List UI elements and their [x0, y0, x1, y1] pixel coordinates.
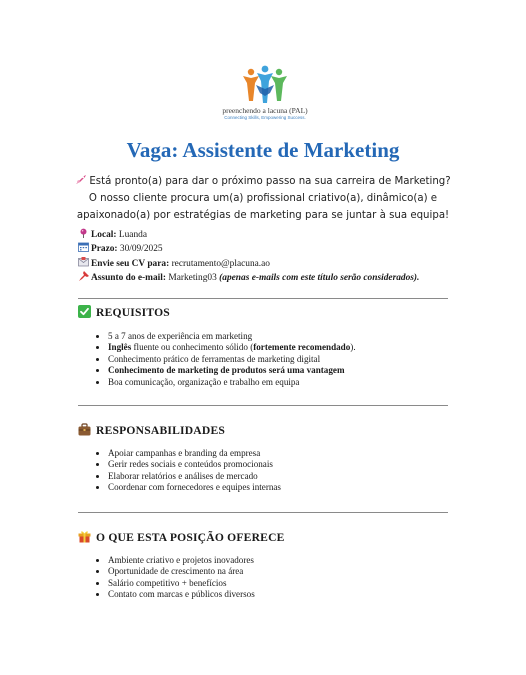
pin-icon — [78, 228, 89, 238]
list-item: • Apoiar campanhas e branding da empresa — [108, 448, 281, 459]
assunto-label: Assunto do e-mail: — [91, 272, 167, 283]
assunto-note: (apenas e-mails com este título serão considerados). — [219, 272, 420, 283]
logo-name: preenchendo a lacuna (PAL) — [222, 106, 308, 115]
intro-paragraph — [70, 173, 456, 224]
info-local — [78, 228, 419, 242]
oferece-title: O QUE ESTA POSIÇÃO OFERECE — [96, 531, 285, 544]
check-box-icon — [78, 305, 91, 318]
oferece-list — [94, 555, 255, 601]
requisitos-list — [94, 331, 356, 388]
gift-icon — [78, 530, 91, 543]
list-item — [108, 377, 356, 388]
divider — [78, 298, 448, 299]
list-item: • Salário competitivo + benefícios — [108, 578, 255, 589]
pal-logo-mark-icon — [237, 63, 293, 105]
list-item — [108, 342, 356, 353]
list-item-bold: Inglês — [108, 342, 132, 353]
list-item-text: Boa comunicação, organização e trabalho em equipa — [108, 376, 300, 387]
calendar-icon — [78, 242, 89, 252]
page-title: Vaga: Assistente de Marketing — [126, 138, 400, 162]
briefcase-icon — [78, 423, 91, 436]
divider — [78, 512, 448, 513]
prazo-label: Prazo: — [91, 244, 118, 255]
logo-tagline: Connecting Skills, Empowering Success. — [224, 115, 306, 120]
cv-email[interactable]: recrutamento@placuna.ao — [171, 258, 270, 269]
list-item-text: ). — [350, 342, 356, 353]
divider — [78, 405, 448, 406]
requisitos-title: REQUISITOS — [96, 306, 170, 319]
list-item: • Elaborar relatórios e análises de mercado — [108, 471, 281, 482]
info-prazo — [78, 242, 419, 256]
requisitos-heading — [78, 305, 170, 319]
list-item — [108, 365, 356, 376]
list-item — [108, 354, 356, 365]
list-item-text: 5 a 7 anos de experiência em marketing — [108, 331, 253, 341]
list-item-text: Conhecimento prático de ferramentas de marketing digital — [108, 353, 321, 364]
list-item: • Oportunidade de crescimento na área — [108, 566, 255, 577]
list-item: • Ambiente criativo e projetos inovadores — [108, 555, 255, 566]
pushpin-icon — [78, 271, 89, 281]
prazo-value: 30/09/2025 — [119, 244, 163, 255]
list-item-bold: Conhecimento de marketing de produtos será uma vantagem — [108, 365, 345, 376]
job-info — [78, 228, 419, 285]
assunto-value: Marketing03 — [168, 272, 217, 283]
responsabilidades-heading — [78, 423, 225, 437]
list-item: • Coordenar com fornecedores e equipes internas — [108, 482, 281, 493]
intro-text: Está pronto(a) para dar o próximo passo na sua carreira de Marketing? O nosso cliente procura um(a) profissional criativo(a), dinâmico(a) e apaixonado(a) por estratégias de marketing para se juntar à sua equipa! — [76, 176, 451, 221]
info-assunto — [78, 271, 419, 285]
list-item: • Contato com marcas e públicos diversos — [108, 589, 255, 600]
info-cv — [78, 257, 419, 271]
responsabilidades-list — [94, 448, 281, 494]
company-logo — [210, 63, 320, 120]
oferece-heading — [78, 530, 285, 544]
responsabilidades-title: RESPONSABILIDADES — [96, 424, 226, 437]
inbox-mail-icon — [78, 257, 89, 267]
list-item-bold: fortemente recomendado — [253, 342, 351, 353]
local-label: Local: — [91, 230, 117, 240]
cv-label: Envie seu CV para: — [91, 258, 170, 269]
list-item: • Gerir redes sociais e conteúdos promocionais — [108, 459, 281, 470]
list-item-text: fluente ou conhecimento sólido ( — [131, 342, 254, 353]
list-item — [108, 331, 356, 342]
local-value: Luanda — [118, 230, 147, 240]
rocket-icon — [75, 175, 87, 185]
